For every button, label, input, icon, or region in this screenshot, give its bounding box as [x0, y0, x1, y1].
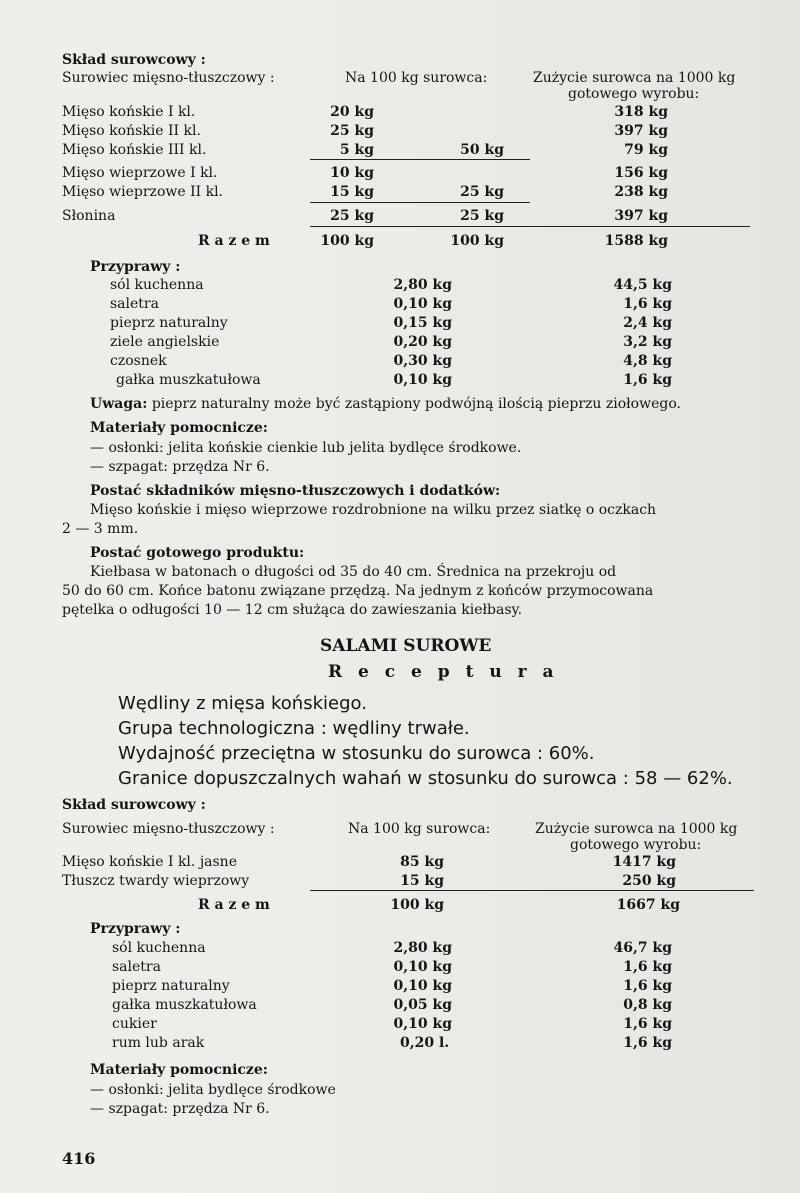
product-form-text-2: 50 do 60 cm. Końce batonu związane przędzą. Na jednym z końców przymocowana: [62, 583, 654, 599]
ingredient-name: Mięso końskie III kl.: [62, 142, 207, 158]
intro-line-3: Wydajność przeciętna w stosunku do surowca : 60%.: [118, 743, 595, 764]
spice-name: sól kuchenna: [110, 277, 204, 293]
ingredient-usage: 397 kg: [614, 123, 668, 139]
spice-usage: 3,2 kg: [623, 334, 672, 350]
spice-name: saletra: [110, 296, 159, 312]
total-amount-a: 100 kg: [320, 233, 374, 249]
ingredient-amount-a: 10 kg: [330, 165, 374, 181]
ingredient-amount-a: 25 kg: [330, 208, 374, 224]
spice-usage: 1,6 kg: [623, 1016, 672, 1032]
total-usage: 1588 kg: [604, 233, 668, 249]
aux-materials-heading-1: Materiały pomocnicze:: [90, 420, 268, 436]
spice-amount: 0,20 l.: [400, 1035, 450, 1051]
sklad-heading-1: Skład surowcowy :: [62, 52, 206, 68]
spice-name: sól kuchenna: [112, 940, 206, 956]
ingredient-name: Mięso końskie II kl.: [62, 123, 201, 139]
spice-amount: 0,10 kg: [393, 1016, 452, 1032]
ingredient-usage: 156 kg: [614, 165, 668, 181]
spice-amount: 0,10 kg: [393, 978, 452, 994]
ingredient-name: Mięso wieprzowe I kl.: [62, 165, 218, 181]
component-form-text-cont: 2 — 3 mm.: [62, 521, 139, 537]
total-label: R a z e m: [198, 233, 270, 249]
ingredient-amount-a: 15 kg: [400, 873, 444, 889]
recipe-subtitle: R e c e p t u r a: [328, 662, 559, 682]
total-label: R a z e m: [198, 897, 270, 913]
total-subtotal: 100 kg: [450, 233, 504, 249]
ingredient-name: Mięso wieprzowe II kl.: [62, 184, 224, 200]
spice-amount: 0,15 kg: [393, 315, 452, 331]
ingredient-usage: 1417 kg: [612, 854, 676, 870]
ingredient-subtotal: 25 kg: [460, 184, 504, 200]
spice-amount: 0,30 kg: [393, 353, 452, 369]
spice-usage: 1,6 kg: [623, 978, 672, 994]
ingredient-subtotal: 25 kg: [460, 208, 504, 224]
intro-line-4: Granice dopuszczalnych wahań w stosunku do surowca : 58 — 62%.: [118, 768, 733, 789]
sklad-heading-2: Skład surowcowy :: [62, 797, 206, 813]
spice-amount: 2,80 kg: [393, 277, 452, 293]
component-form-text: Mięso końskie i mięso wieprzowe rozdrobnione na wilku przez siatkę o oczkach: [90, 502, 657, 518]
col-header-usage-2: Zużycie surowca na 1000 kg: [535, 821, 738, 837]
product-form-text-3: pętelka o odługości 10 — 12 cm służąca do zawieszania kiełbasy.: [62, 602, 523, 618]
col-header-per-100kg-2: Na 100 kg surowca:: [348, 821, 491, 837]
recipe-title: SALAMI SUROWE: [320, 636, 492, 656]
divider: [310, 159, 530, 160]
spice-name: ziele angielskie: [110, 334, 220, 350]
aux-material-item: — osłonki: jelita bydlęce środkowe: [90, 1082, 336, 1098]
col-header-per-100kg-1: Na 100 kg surowca:: [345, 70, 488, 86]
spice-amount: 0,05 kg: [393, 997, 452, 1013]
spice-amount: 0,10 kg: [393, 296, 452, 312]
intro-line-1: Wędliny z mięsa końskiego.: [118, 693, 367, 714]
page-number: 416: [62, 1149, 96, 1168]
ingredient-amount-a: 15 kg: [330, 184, 374, 200]
aux-material-item: — osłonki: jelita końskie cienkie lub jelita bydlęce środkowe.: [90, 440, 522, 456]
ingredient-amount-a: 85 kg: [400, 854, 444, 870]
spice-name: saletra: [112, 959, 161, 975]
col-header-usage-line2-2: gotowego wyrobu:: [570, 837, 702, 853]
ingredient-usage: 318 kg: [614, 104, 668, 120]
ingredient-name: Mięso końskie I kl.: [62, 104, 196, 120]
spice-name: czosnek: [110, 353, 167, 369]
divider: [310, 202, 530, 203]
spice-amount: 0,10 kg: [393, 372, 452, 388]
spice-usage: 1,6 kg: [623, 296, 672, 312]
spice-name: pieprz naturalny: [112, 978, 230, 994]
spice-usage: 1,6 kg: [623, 1035, 672, 1051]
aux-material-item: — szpagat: przędza Nr 6.: [90, 1101, 270, 1117]
spice-amount: 0,20 kg: [393, 334, 452, 350]
ingredient-name: Mięso końskie I kl. jasne: [62, 854, 237, 870]
divider-total: [310, 226, 750, 227]
divider-total: [310, 890, 754, 891]
total-usage: 1667 kg: [616, 897, 680, 913]
spice-name: rum lub arak: [112, 1035, 205, 1051]
ingredient-name: Słonina: [62, 208, 116, 224]
ingredient-subtotal: 50 kg: [460, 142, 504, 158]
spices-heading-1: Przyprawy :: [90, 259, 181, 275]
note-label: Uwaga:: [90, 396, 148, 412]
ingredient-usage: 79 kg: [624, 142, 668, 158]
spice-name: gałka muszkatułowa: [112, 997, 257, 1013]
note: [90, 396, 681, 412]
intro-line-2: Grupa technologiczna : wędliny trwałe.: [118, 718, 470, 739]
spice-name: gałka muszkatułowa: [116, 372, 261, 388]
col-header-raw-material-1: Surowiec mięsno-tłuszczowy :: [62, 70, 275, 86]
spice-name: cukier: [112, 1016, 157, 1032]
col-header-raw-material-2: Surowiec mięsno-tłuszczowy :: [62, 821, 275, 837]
spice-usage: 2,4 kg: [623, 315, 672, 331]
spice-usage: 1,6 kg: [623, 372, 672, 388]
ingredient-usage: 250 kg: [622, 873, 676, 889]
product-form-text-1: Kiełbasa w batonach o długości od 35 do 40 cm. Średnica na przekroju od: [90, 564, 617, 580]
col-header-usage-1: Zużycie surowca na 1000 kg: [533, 70, 736, 86]
spice-usage: 4,8 kg: [623, 353, 672, 369]
spices-heading-2: Przyprawy :: [90, 921, 181, 937]
spice-amount: 2,80 kg: [393, 940, 452, 956]
ingredient-usage: 397 kg: [614, 208, 668, 224]
spice-usage: 44,5 kg: [613, 277, 672, 293]
ingredient-amount-a: 5 kg: [339, 142, 374, 158]
spice-usage: 46,7 kg: [613, 940, 672, 956]
ingredient-usage: 238 kg: [614, 184, 668, 200]
aux-materials-heading-2: Materiały pomocnicze:: [90, 1062, 268, 1078]
spice-usage: 0,8 kg: [623, 997, 672, 1013]
total-amount-a: 100 kg: [390, 897, 444, 913]
product-form-heading: Postać gotowego produktu:: [90, 545, 305, 561]
note-text: pieprz naturalny może być zastąpiony podwójną ilością pieprzu ziołowego.: [151, 396, 681, 412]
spice-usage: 1,6 kg: [623, 959, 672, 975]
ingredient-amount-a: 20 kg: [330, 104, 374, 120]
ingredient-name: Tłuszcz twardy wieprzowy: [62, 873, 250, 889]
ingredient-amount-a: 25 kg: [330, 123, 374, 139]
aux-material-item: — szpagat: przędza Nr 6.: [90, 459, 270, 475]
spice-amount: 0,10 kg: [393, 959, 452, 975]
spice-name: pieprz naturalny: [110, 315, 228, 331]
component-form-heading: Postać składników mięsno-tłuszczowych i dodatków:: [90, 483, 501, 499]
col-header-usage-line2-1: gotowego wyrobu:: [568, 86, 700, 102]
